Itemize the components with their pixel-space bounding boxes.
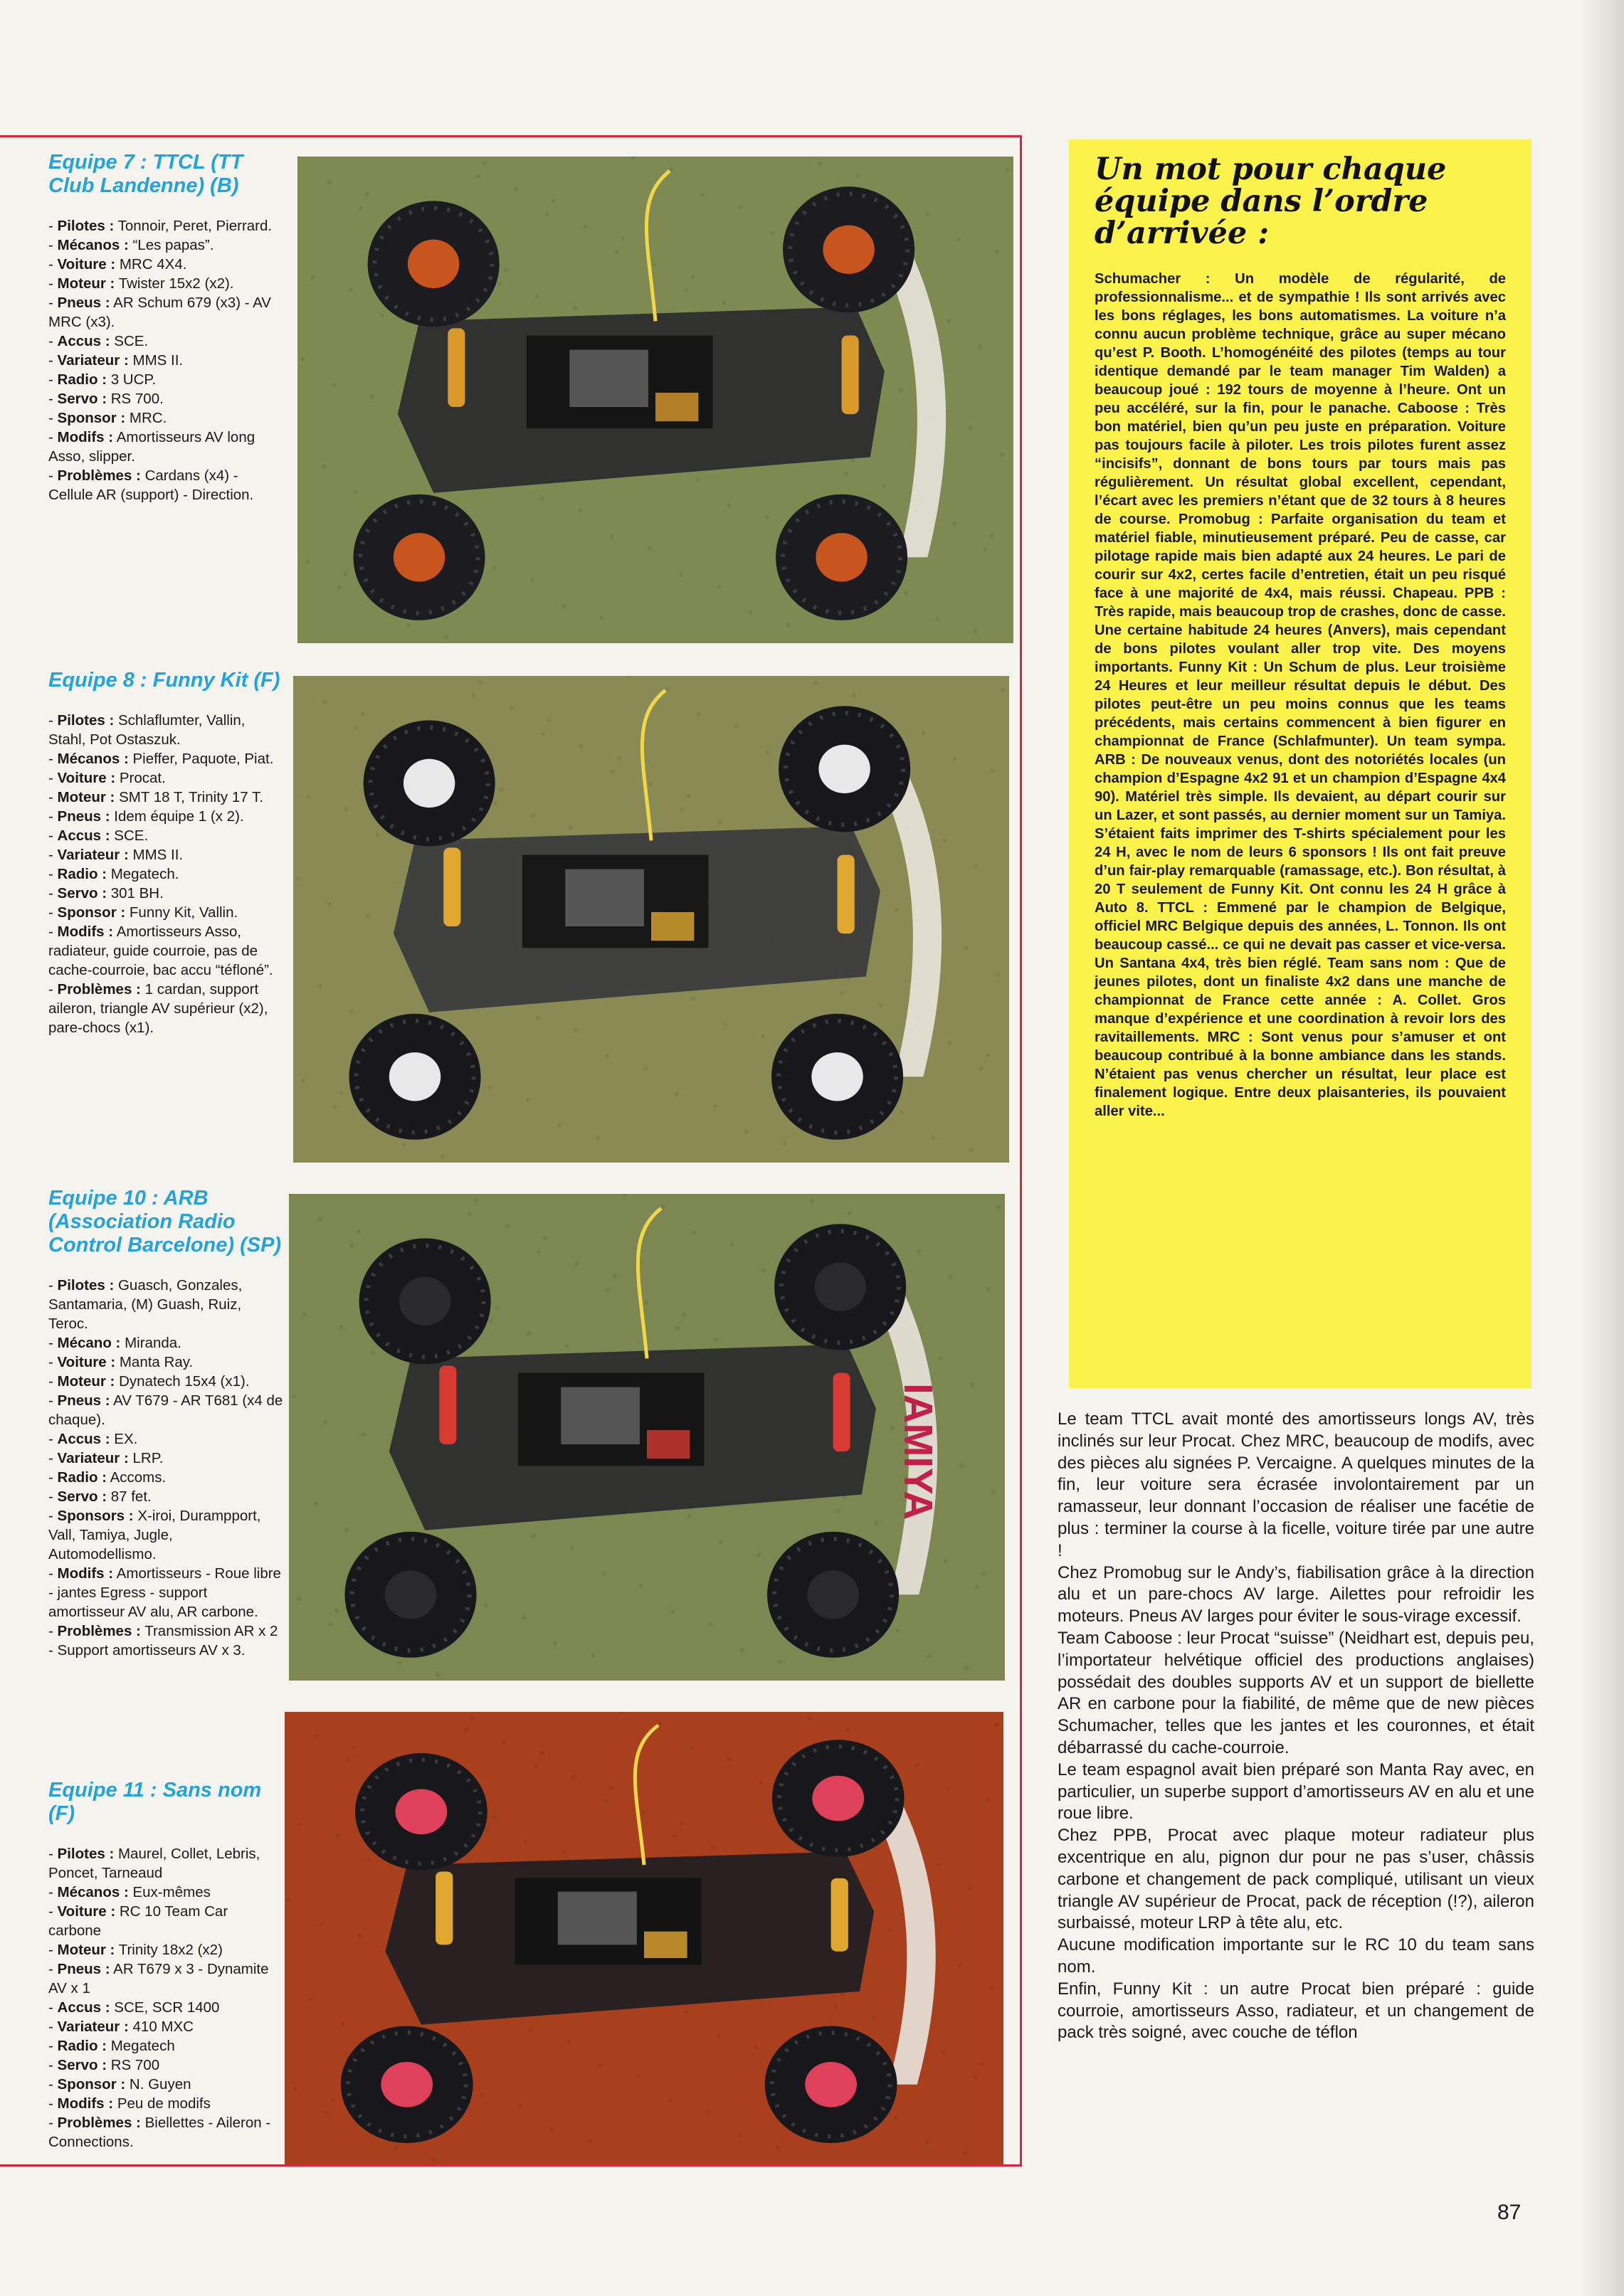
spec-label: Problèmes :: [57, 467, 141, 484]
body-paragraph: Chez PPB, Procat avec plaque moteur radiateur plus excentrique en alu, pignon dur pour ne pas s’user, châssis carbone et changement de pack compliqué, utilisant un vieux triangle AV supérieur de Procat, pack de réception (!?), aileron surbaissé, moteur LRP à tête alu, etc.: [1058, 1826, 1534, 1933]
spec-item: - Voiture : Procat.: [48, 770, 166, 786]
spec-item: - Sponsor : Funny Kit, Vallin.: [48, 904, 238, 921]
sidebar-box: [1069, 139, 1531, 1388]
spec-label: Pneus :: [57, 1961, 110, 1977]
spec-label: Servo :: [57, 885, 107, 901]
spec-value: LRP.: [132, 1450, 164, 1466]
spec-label: Accus :: [57, 1431, 110, 1447]
spec-item: - Variateur : MMS II.: [48, 352, 184, 369]
spec-value: Procat.: [119, 770, 166, 786]
spec-label: Problèmes :: [57, 2115, 141, 2131]
spec-value: MRC 4X4.: [119, 256, 187, 273]
spec-value: AR Schum 679 (x3) - AV MRC (x3).: [48, 295, 271, 330]
page-edge-shadow: [1581, 0, 1624, 2296]
spec-item: - Modifs : Amortisseurs AV long Asso, slipper.: [48, 429, 255, 465]
spec-label: Voiture :: [57, 256, 116, 273]
spec-label: Problèmes :: [57, 1623, 141, 1639]
spec-value: Amortisseurs - Roue libre - jantes Egress - support amortisseur AV alu, AR carbone.: [48, 1565, 281, 1620]
spec-value: “Les papas”.: [132, 237, 214, 253]
spec-item: - Pilotes : Tonnoir, Peret, Pierrard.: [48, 218, 273, 234]
spec-item: - Moteur : Twister 15x2 (x2).: [48, 275, 234, 292]
sidebar-text: Schumacher : Un modèle de régularité, de professionnalisme... et de sympathie ! Ils sont arrivés avec les bons réglages, les bons automatismes. La voiture n’a connu aucun problème technique, grâce au super mécano qu’est P. Booth. L’homogénéité des pilotes (temps au tour identique demandé par le team manager Tim Walden) a beaucoup joué : 192 tours de moyenne à l’heure. Ont un peu accéléré, sur la fin, pour le panache. Caboose : Très bon matériel, bien qu’un peu juste en préparation. Voiture pas toujours facile à piloter. Les trois pilotes furent assez “incisifs”, donnant de bons tours par tours mais pas régulièrement. Un résultat global excellent, cependant, l’écart avec les premiers n’étant que de 32 tours à 8 heures de course. Promobug : Parfaite organisation du team et matériel fiable, minutieusement préparé. Peu de casse, car pilotage rapide mais bien adapté aux 24 heures. Le pari de courir sur 4x2, certes facile d’entretien, était un peu risqué face à une majorité de 4x4, mais réussi. Chapeau. PPB : Très rapide, mais beaucoup trop de crashes, donc de casse. Une certaine habitude 24 heures (Anvers), mais cependant de bons pilotes voulant aller trop vite. Des moyens importants. Funny Kit : Un Schum de plus. Leur troisième 24 Heures et leur meilleur résultat depuis le début. Des pilotes peut-être un peu moins connus que les teams précédents, mais certains commencent à bien figurer en championnat de France (Schlafmunter). Un team sympa. ARB : De nouveaux venus, dont des notoriétés locales (un champion d’Espagne 4x2 91 et un champion d’Espagne 4x4 90). Matériel très simple. Ils devaient, au départ courir sur un Lazer, et sont passés, au dernier moment sur un Tamiya. S’étaient faits imprimer des T-shirts spécialement pour les 24 H, avec le nom de leurs 6 sponsors ! Ils ont fait preuve d’un fair-play remarquable (ramassage, etc.). Bon résultat, à 20 T seulement de Funny Kit. Ont connu les 24 H grâce à Auto 8. TTCL : Emmené par le champion de Belgique, officiel MRC Belgique depuis des années, L. Tonnon. Ils ont beaucoup cassé... ce qui ne devait pas casser et vice-versa. Un Santana 4x4, très bien réglé. Team sans nom : Que de jeunes pilotes, dont un finaliste 4x2 dans une manche de championnat de France cette année : A. Collet. Gros manque d’expérience et une coordination à revoir lors des ravitaillements. MRC : Sont venus pour s’amuser et ont beaucoup contribué à la bonne ambiance dans les stands. N’étaient pas venus chercher un résultat, leur place est finalement logique. Entre deux plaisanteries, ils pouvaient aller vite...: [1095, 271, 1506, 1119]
spec-label: Accus :: [57, 1999, 110, 2016]
spec-label: Modifs :: [57, 429, 114, 445]
spec-label: Mécano :: [57, 1335, 121, 1351]
spec-label: Variateur :: [57, 352, 129, 369]
spec-item: - Pneus : AR T679 x 3 - Dynamite AV x 1: [48, 1961, 269, 1996]
team-10-specs: [48, 1187, 283, 1660]
spec-value: Funny Kit, Vallin.: [129, 904, 238, 921]
team-8-specs: [48, 669, 283, 1037]
wheel: [774, 1224, 906, 1350]
photo-team-8-car: [293, 676, 1009, 1163]
spec-item: - Accus : SCE, SCR 1400: [48, 1999, 220, 2016]
spec-label: Voiture :: [57, 1354, 116, 1370]
spec-label: Accus :: [57, 333, 110, 349]
spec-item: - Voiture : Manta Ray.: [48, 1354, 194, 1370]
spec-value: Cardans (x4) - Cellule AR (support) - Direction.: [48, 467, 254, 503]
spec-value: Manta Ray.: [119, 1354, 194, 1370]
spec-item: - Sponsor : N. Guyen: [48, 2076, 191, 2093]
wheel: [776, 494, 907, 620]
spec-item: - Servo : RS 700.: [48, 391, 164, 407]
spec-item: - Pneus : AV T679 - AR T681 (x4 de chaque).: [48, 1392, 283, 1428]
spec-label: Mécanos :: [57, 1884, 129, 1900]
spec-label: Accus :: [57, 827, 110, 844]
spec-value: Accoms.: [110, 1469, 167, 1486]
spec-label: Voiture :: [57, 770, 116, 786]
spec-value: Trinity 18x2 (x2): [118, 1942, 223, 1958]
spec-label: Pneus :: [57, 808, 110, 825]
body-paragraph: Aucune modification importante sur le RC 10 du team sans nom.: [1058, 1935, 1534, 1977]
spec-value: SCE.: [114, 333, 149, 349]
team-8-title: Equipe 8 : Funny Kit (F): [48, 669, 280, 692]
photo-team-7-car: [297, 157, 1013, 643]
spec-item: - Voiture : MRC 4X4.: [48, 256, 187, 273]
spec-label: Variateur :: [57, 2019, 129, 2035]
sidebar-title: Un mot pour chaque équipe dans l’ordre d’arrivée :: [1095, 152, 1447, 251]
spec-value: SCE, SCR 1400: [114, 1999, 220, 2016]
spec-value: Schlaflumter, Vallin, Stahl, Pot Ostaszuk.: [48, 712, 246, 748]
spec-label: Servo :: [57, 391, 107, 407]
spec-value: RC 10 Team Car carbone: [48, 1903, 228, 1939]
spec-label: Modifs :: [57, 1565, 114, 1582]
team-7-title: Equipe 7 : TTCL (TT Club Landenne) (B): [48, 151, 243, 197]
spec-value: X-iroi, Durampport, Vall, Tamiya, Jugle, Automodellismo.: [48, 1508, 261, 1562]
spec-item: - Radio : 3 UCP.: [48, 371, 157, 388]
spec-value: Peu de modifs: [117, 2095, 211, 2112]
spec-value: Guasch, Gonzales, Santamaria, (M) Guash, Ruiz, Teroc.: [48, 1277, 243, 1332]
body-paragraph: Chez Promobug sur le Andy’s, fiabilisation grâce à la direction alu et un pare-chocs AV large. Ailettes pour refroidir les moteurs. Pneus AV larges pour éviter le sous-virage excessif.: [1058, 1562, 1534, 1626]
spec-item: - Moteur : Trinity 18x2 (x2): [48, 1942, 223, 1958]
wheel: [779, 706, 910, 832]
body-paragraph: Le team espagnol avait bien préparé son Manta Ray avec, en particulier, un superbe support d’amortisseurs AV en alu et une roue libre.: [1058, 1760, 1534, 1824]
team-10-title: Equipe 10 : ARB (Association Radio Control Barcelone) (SP): [48, 1187, 282, 1257]
spec-value: Amortisseurs AV long Asso, slipper.: [48, 429, 255, 465]
wheel: [359, 1238, 491, 1364]
spec-label: Modifs :: [57, 2095, 114, 2112]
wheel: [765, 2026, 897, 2143]
spec-value: 1 cardan, support aileron, triangle AV supérieur (x2), pare-chocs (x1).: [48, 981, 268, 1036]
spec-value: SMT 18 T, Trinity 17 T.: [119, 789, 263, 805]
spec-item: - Modifs : Amortisseurs - Roue libre - jantes Egress - support amortisseur AV alu, AR carbone.: [48, 1565, 281, 1620]
spec-item: - Radio : Accoms.: [48, 1469, 167, 1486]
spec-label: Voiture :: [57, 1903, 116, 1920]
spec-item: - Accus : EX.: [48, 1431, 138, 1447]
team-7-list: [48, 216, 283, 504]
spec-value: Megatech.: [110, 866, 179, 882]
spec-item: - Sponsors : X-iroi, Durampport, Vall, Tamiya, Jugle, Automodellismo.: [48, 1508, 261, 1562]
team-8-list: [48, 711, 283, 1037]
spec-label: Mécanos :: [57, 237, 129, 253]
spec-label: Radio :: [57, 1469, 107, 1486]
spec-label: Variateur :: [57, 1450, 129, 1466]
spec-label: Pneus :: [57, 1392, 110, 1409]
spec-item: - Problèmes : Cardans (x4) - Cellule AR (support) - Direction.: [48, 467, 254, 503]
spec-item: - Variateur : LRP.: [48, 1450, 164, 1466]
spec-value: MMS II.: [132, 847, 184, 863]
spec-label: Sponsors :: [57, 1508, 134, 1524]
wheel: [344, 1532, 476, 1658]
spec-label: Pilotes :: [57, 218, 115, 234]
spec-item: - Pneus : Idem équipe 1 (x 2).: [48, 808, 244, 825]
spec-item: - Problèmes : 1 cardan, support aileron, triangle AV supérieur (x2), pare-chocs (x1).: [48, 981, 268, 1036]
spec-value: RS 700: [110, 2057, 160, 2073]
wheel: [341, 2026, 473, 2143]
body-paragraph: Le team TTCL avait monté des amortisseurs longs AV, très inclinés sur leur Procat. Chez MRC, beaucoup de modifs, avec des pièces alu signées P. Vercaigne. A quelques minutes de la fin, leur voiture sera écrasée involontairement par un ramasseur, leur donnant l’occasion de réaliser une facétie de plus : terminer la course à la ficelle, voiture tirée par une autre !: [1058, 1409, 1534, 1560]
spec-value: Maurel, Collet, Lebris, Poncet, Tarneaud: [48, 1846, 260, 1881]
spec-value: Dynatech 15x4 (x1).: [119, 1373, 250, 1390]
spec-item: - Moteur : Dynatech 15x4 (x1).: [48, 1373, 250, 1390]
spec-value: Miranda.: [125, 1335, 181, 1351]
spec-label: Sponsor :: [57, 904, 126, 921]
spec-item: - Modifs : Amortisseurs Asso, radiateur, guide courroie, pas de cache-courroie, bac accu “téfloné”.: [48, 924, 273, 978]
wheel: [767, 1532, 899, 1658]
spec-label: Moteur :: [57, 1942, 115, 1958]
body-paragraph: Team Caboose : leur Procat “suisse” (Neidhart est, depuis peu, l’importateur helvétique officiel des productions anglaises) possédait des doubles supports AV et un support de biellette AR en carbone pour la fiabilité, de même que de new pièces Schumacher, telles que les jantes et les couronnes, et était débarrassé du cache-courroie.: [1058, 1628, 1534, 1757]
spec-label: Servo :: [57, 2057, 107, 2073]
spec-label: Pneus :: [57, 295, 110, 311]
spec-label: Moteur :: [57, 1373, 115, 1390]
spec-item: - Moteur : SMT 18 T, Trinity 17 T.: [48, 789, 263, 805]
spec-item: - Accus : SCE.: [48, 827, 149, 844]
spec-value: Transmission AR x 2 - Support amortisseurs AV x 3.: [48, 1623, 278, 1658]
spec-label: Variateur :: [57, 847, 129, 863]
spec-value: Megatech: [110, 2038, 175, 2054]
spec-item: - Variateur : MMS II.: [48, 847, 184, 863]
wing-text: IAMIYA: [896, 1383, 942, 1520]
spec-label: Sponsor :: [57, 410, 126, 426]
spec-label: Modifs :: [57, 924, 114, 940]
wheel: [368, 201, 500, 327]
photo-team-10-car: [289, 1194, 1005, 1681]
body-paragraph: Enfin, Funny Kit : un autre Procat bien préparé : guide courroie, amortisseurs Asso, radiateur, et un changement de pack très soigné, avec couche de téflon: [1058, 1979, 1534, 2043]
spec-label: Pilotes :: [57, 712, 115, 729]
spec-value: N. Guyen: [129, 2076, 191, 2093]
spec-item: - Problèmes : Transmission AR x 2 - Support amortisseurs AV x 3.: [48, 1623, 278, 1658]
spec-item: - Radio : Megatech: [48, 2038, 175, 2054]
wheel: [353, 494, 485, 620]
spec-value: SCE.: [114, 827, 149, 844]
team-11-title: Equipe 11 : Sans nom (F): [48, 1779, 262, 1825]
wheel: [364, 720, 495, 846]
spec-label: Moteur :: [57, 789, 115, 805]
spec-label: Servo :: [57, 1488, 107, 1505]
spec-item: - Servo : 87 fet.: [48, 1488, 152, 1505]
spec-value: 301 BH.: [110, 885, 164, 901]
wheel: [355, 1753, 487, 1871]
team-11-list: [48, 1844, 283, 2152]
spec-item: - Servo : 301 BH.: [48, 885, 164, 901]
spec-item: - Accus : SCE.: [48, 333, 149, 349]
wheel: [349, 1014, 480, 1140]
spec-item: - Radio : Megatech.: [48, 866, 179, 882]
spec-value: RS 700.: [110, 391, 164, 407]
spec-value: 410 MXC: [132, 2019, 194, 2035]
spec-value: Pieffer, Paquote, Piat.: [132, 751, 274, 767]
spec-item: - Pneus : AR Schum 679 (x3) - AV MRC (x3).: [48, 295, 271, 330]
team-7-specs: [48, 151, 283, 504]
spec-item: - Servo : RS 700: [48, 2057, 160, 2073]
spec-item: - Pilotes : Guasch, Gonzales, Santamaria, (M) Guash, Ruiz, Teroc.: [48, 1277, 243, 1332]
spec-item: - Mécanos : “Les papas”.: [48, 237, 214, 253]
wheel: [771, 1014, 903, 1140]
spec-value: MMS II.: [132, 352, 184, 369]
spec-item: - Mécanos : Pieffer, Paquote, Piat.: [48, 751, 274, 767]
spec-item: - Voiture : RC 10 Team Car carbone: [48, 1903, 228, 1939]
spec-label: Problèmes :: [57, 981, 141, 998]
spec-value: Tonnoir, Peret, Pierrard.: [117, 218, 273, 234]
spec-item: - Mécano : Miranda.: [48, 1335, 181, 1351]
spec-item: - Problèmes : Biellettes - Aileron - Connections.: [48, 2115, 271, 2150]
spec-item: - Variateur : 410 MXC: [48, 2019, 194, 2035]
spec-value: 87 fet.: [110, 1488, 152, 1505]
page-number: 87: [1497, 2201, 1522, 2224]
spec-value: 3 UCP.: [110, 371, 157, 388]
spec-item: - Pilotes : Maurel, Collet, Lebris, Poncet, Tarneaud: [48, 1846, 260, 1881]
spec-value: AR T679 x 3 - Dynamite AV x 1: [48, 1961, 269, 1996]
spec-label: Sponsor :: [57, 2076, 126, 2093]
spec-label: Pilotes :: [57, 1277, 115, 1294]
spec-item: - Pilotes : Schlaflumter, Vallin, Stahl, Pot Ostaszuk.: [48, 712, 246, 748]
spec-label: Radio :: [57, 2038, 107, 2054]
team-11-specs: [48, 1779, 283, 2152]
spec-value: MRC.: [129, 410, 167, 426]
spec-label: Moteur :: [57, 275, 115, 292]
spec-label: Radio :: [57, 866, 107, 882]
spec-value: AV T679 - AR T681 (x4 de chaque).: [48, 1392, 283, 1428]
article-body: [1058, 1409, 1534, 2044]
spec-label: Radio :: [57, 371, 107, 388]
spec-item: - Modifs : Peu de modifs: [48, 2095, 211, 2112]
photo-team-11-car: [285, 1712, 1003, 2164]
team-10-list: [48, 1276, 283, 1660]
spec-label: Mécanos :: [57, 751, 129, 767]
wheel: [783, 186, 914, 312]
spec-value: Amortisseurs Asso, radiateur, guide courroie, pas de cache-courroie, bac accu “téfloné”.: [48, 924, 273, 978]
spec-value: Twister 15x2 (x2).: [118, 275, 234, 292]
spec-value: Eux-mêmes: [132, 1884, 211, 1900]
spec-label: Pilotes :: [57, 1846, 115, 1862]
spec-value: EX.: [114, 1431, 138, 1447]
wheel: [772, 1740, 905, 1857]
spec-value: Biellettes - Aileron - Connections.: [48, 2115, 271, 2150]
spec-value: Idem équipe 1 (x 2).: [114, 808, 244, 825]
spec-item: - Sponsor : MRC.: [48, 410, 167, 426]
spec-item: - Mécanos : Eux-mêmes: [48, 1884, 211, 1900]
